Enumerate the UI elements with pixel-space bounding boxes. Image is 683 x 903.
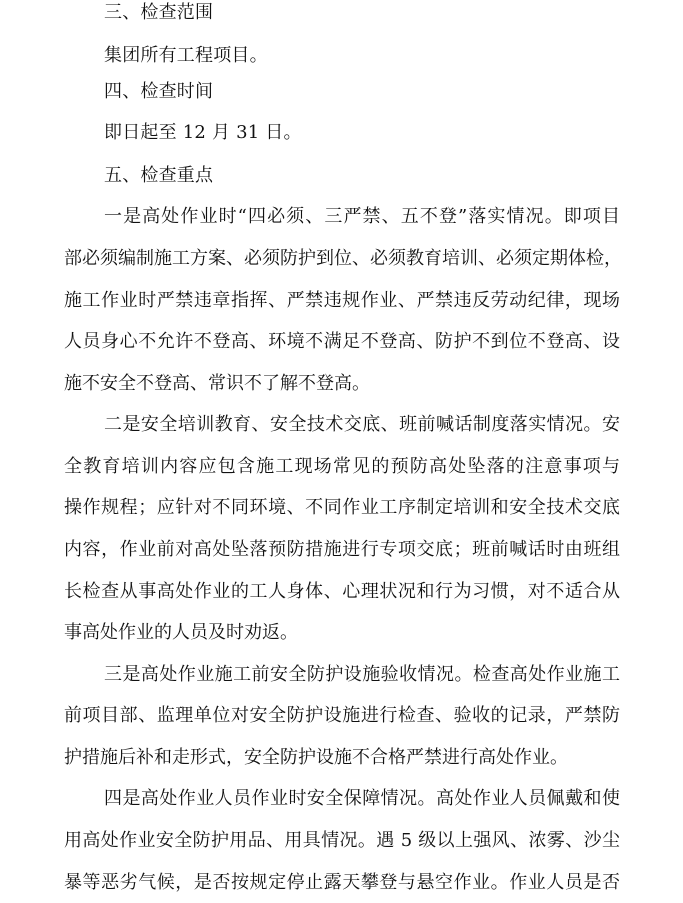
paragraph-2-line-6: 事高处作业的人员及时劝返。 xyxy=(64,622,298,643)
paragraph-3-line-3: 护措施后补和走形式，安全防护设施不合格严禁进行高处作业。 xyxy=(64,747,568,768)
paragraph-2-line-1: 二是安全培训教育、安全技术交底、班前喊话制度落实情况。安 xyxy=(104,414,620,435)
paragraph-3-line-1: 三是高处作业施工前安全防护设施验收情况。检查高处作业施工 xyxy=(104,664,620,685)
paragraph-2-line-2: 全教育培训内容应包含施工现场常见的预防高处坠落的注意事项与 xyxy=(64,456,620,477)
paragraph-4-line-3: 暴等恶劣气候，是否按规定停止露天攀登与悬空作业。作业人员是否 xyxy=(64,872,620,893)
section-text-scope: 集团所有工程项目。 xyxy=(104,45,268,66)
paragraph-2-line-4: 内容，作业前对高处坠落预防措施进行专项交底；班前喊话时由班组 xyxy=(64,539,620,560)
paragraph-2-line-3: 操作规程；应针对不同环境、不同作业工序制定培训和安全技术交底 xyxy=(64,497,620,518)
section-heading-scope: 三、检查范围 xyxy=(104,2,214,23)
section-text-time: 即日起至 12 月 31 日。 xyxy=(104,122,302,143)
section-heading-focus: 五、检查重点 xyxy=(104,165,214,186)
paragraph-4-line-1: 四是高处作业人员作业时安全保障情况。高处作业人员佩戴和使 xyxy=(104,788,620,809)
paragraph-2-line-5: 长检查从事高处作业的工人身体、心理状况和行为习惯，对不适合从 xyxy=(64,581,620,602)
paragraph-4-line-2: 用高处作业安全防护用品、用具情况。遇 5 级以上强风、浓雾、沙尘 xyxy=(64,830,620,851)
paragraph-1-line-5: 施不安全不登高、常识不了解不登高。 xyxy=(64,373,370,394)
paragraph-1-line-2: 部必须编制施工方案、必须防护到位、必须教育培训、必须定期体检， xyxy=(64,248,622,269)
section-heading-time: 四、检查时间 xyxy=(104,81,214,102)
paragraph-1-line-4: 人员身心不允许不登高、环境不满足不登高、防护不到位不登高、设 xyxy=(64,331,620,352)
paragraph-1-line-1: 一是高处作业时“四必须、三严禁、五不登”落实情况。即项目 xyxy=(104,206,620,227)
paragraph-1-line-3: 施工作业时严禁违章指挥、严禁违规作业、严禁违反劳动纪律，现场 xyxy=(64,290,620,311)
paragraph-3-line-2: 前项目部、监理单位对安全防护设施进行检查、验收的记录，严禁防 xyxy=(64,705,620,726)
